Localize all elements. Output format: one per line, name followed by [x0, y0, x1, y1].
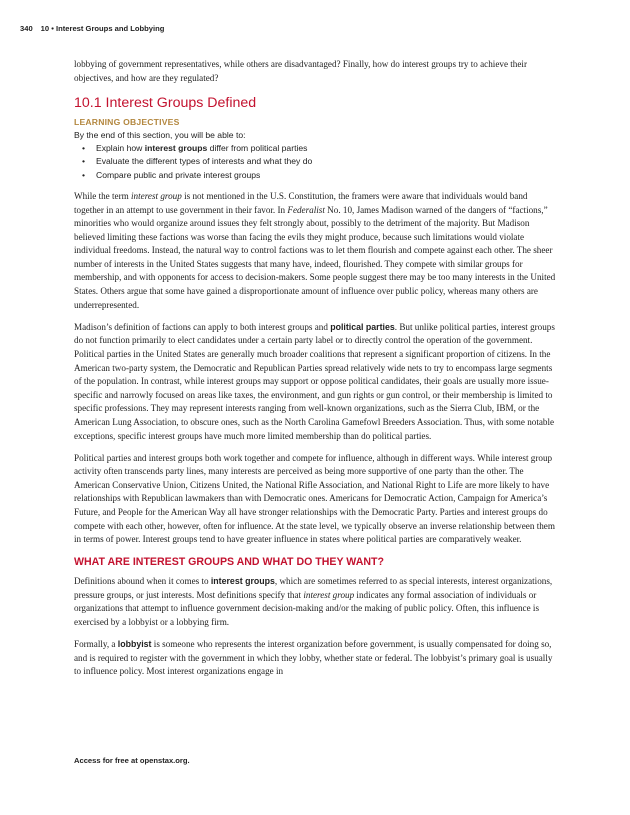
objective-item: • Compare public and private interest groups	[82, 169, 558, 182]
key-term: political parties	[330, 321, 395, 332]
bullet-icon: •	[82, 142, 86, 153]
bullet-icon: •	[82, 156, 86, 167]
learning-objectives-intro: By the end of this section, you will be able to:	[74, 129, 246, 140]
objective-item: • Explain how interest groups differ from political parties	[82, 142, 558, 155]
body-paragraph-1: While the term interest group is not mentioned in the U.S. Constitution, the framers were aware that individuals would band together in an attempt to use government in their favor. In Federalist No. 10, James Madison warned of the dangers of “factions,” minorities who would organize around issues they felt strongly about, possibly to the detriment of the majority. But Madison believed limiting these factions was worse than facing the evils they might produce, because such limitations would violate individual freedoms. Instead, the natural way to control factions was to let them flourish and compete against each other. The sheer number of interests in the United States suggests that many have, indeed, flourished. They compete with similar groups for membership, and with opponents for access to decision-makers. Some people suggest there may be too many interests in the United States. Others argue that some have gained a disproportionate amount of influence over public policy, whereas many others are underrepresented.	[74, 190, 556, 310]
running-head	[20, 24, 164, 33]
learning-objectives-heading: LEARNING OBJECTIVES	[74, 116, 180, 127]
intro-paragraph: lobbying of government representatives, while others are disadvantaged? Finally, how do interest groups try to achieve their objectives, and how are they regulated?	[74, 59, 527, 83]
key-term: interest groups	[144, 142, 208, 153]
key-term: lobbyist	[117, 639, 152, 650]
body-paragraph-2: Madison’s definition of factions can apply to both interest groups and political parties. But unlike political parties, interest groups do not function primarily to elect candidates under a certain party label or to directly control the operation of the government. Political parties in the United States are generally much broader coalitions that represent a significant proportion of citizens. In the American two-party system, the Democratic and Republican Parties spread relatively wide nets to try to encompass large segments of the population. In contrast, while interest groups may support or oppose political candidates, their goals are usually more issue-specific and narrowly focused on areas like taxes, the environment, and gun rights or gun control, or their membership is limited to specific professions. They may represent interests ranging from well-known organizations, such as the Sierra Club, IBM, or the American Lung Association, to obscure ones, such as the North Carolina Gamefowl Breeders Association. Thus, with some notable exceptions, specific interest groups have much more limited membership than do political parties.	[74, 321, 555, 441]
page-footer[interactable]: Access for free at openstax.org.	[74, 756, 190, 765]
objective-item: • Evaluate the different types of interests and what they do	[82, 155, 558, 168]
page-content	[74, 58, 558, 687]
body-paragraph-4: Definitions abound when it comes to interest groups, which are sometimes referred to as special interests, interest organizations, pressure groups, or just interests. Most definitions specify that interest group indicates any formal association of individuals or organizations that attempt to influence government decision-making and/or the making of public policy. Often, this influence is exercised by a lobbyist or a lobbying firm.	[74, 576, 553, 628]
section-title: 10.1 Interest Groups Defined	[74, 94, 257, 111]
body-paragraph-5: Formally, a lobbyist is someone who represents the interest organization before government, is usually compensated for doing so, and is required to register with the government in which they lobby, whether state or federal. The lobbyist’s primary goal is usually to influence policy. Most interest organizations engage in	[74, 639, 553, 677]
body-paragraph-3: Political parties and interest groups both work together and compete for influence, although in different ways. While interest group activity often transcends party lines, many interests are perceived as being more supportive of one party than the other. The American Conservative Union, Citizens United, the National Rifle Association, and National Right to Life are more likely to have relationships with Republican lawmakers than with Democratic ones. Americans for Democratic Action, Campaign for America’s Future, and People for the American Way all have stronger relationships with the Democratic Party. Parties and interest groups do compete with each other, however, often for influence. At the state level, we typically observe an inverse relationship between them in terms of power. Interest groups tend to have greater influence in states where political parties are comparatively weaker.	[74, 452, 555, 545]
learning-objectives-list	[74, 142, 558, 182]
bullet-icon: •	[82, 169, 86, 180]
key-term: interest groups	[210, 576, 275, 587]
chapter-title: 10 • Interest Groups and Lobbying	[40, 24, 165, 33]
page-number: 340	[20, 24, 33, 33]
subsection-title: WHAT ARE INTEREST GROUPS AND WHAT DO THEY WANT?	[74, 556, 384, 569]
